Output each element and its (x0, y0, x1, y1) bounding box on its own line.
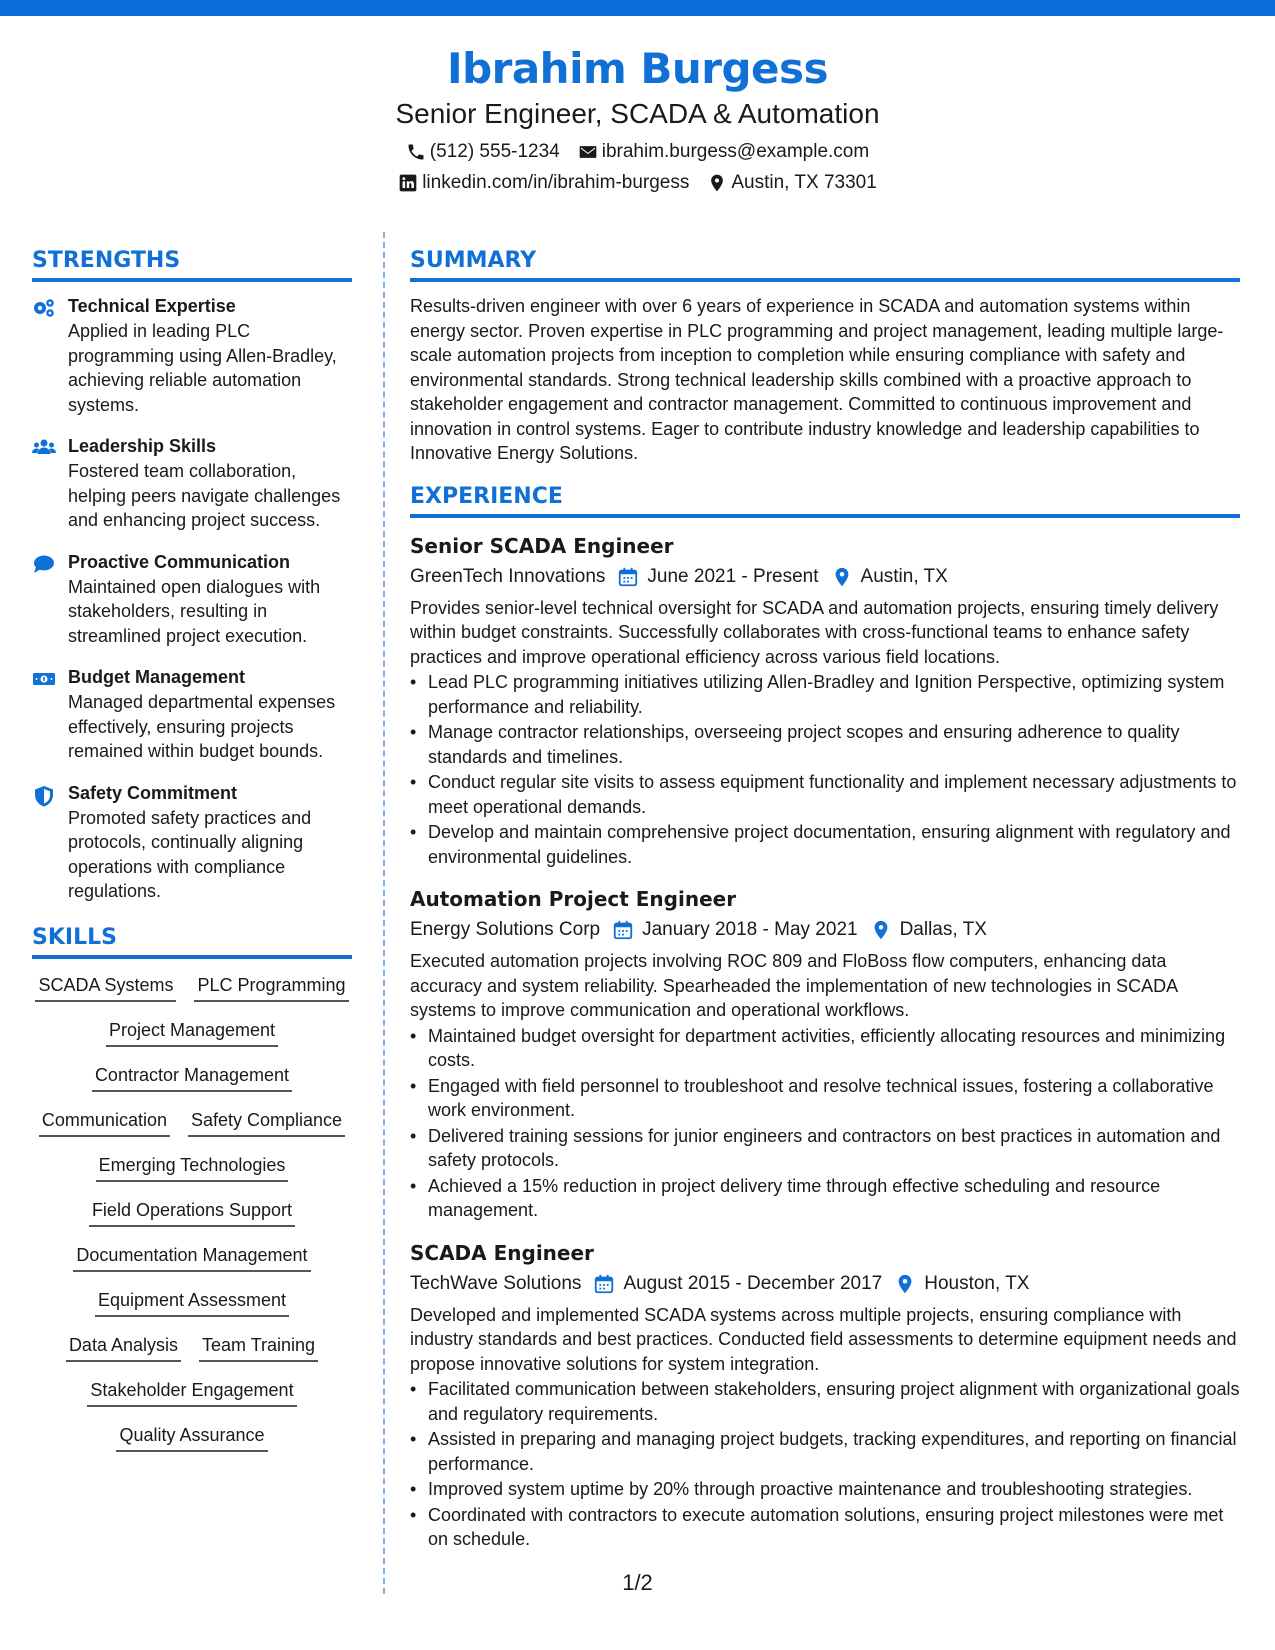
map-pin-icon (870, 919, 892, 941)
strength-name: Leadership Skills (68, 436, 217, 456)
skill-tag: Emerging Technologies (96, 1153, 289, 1182)
summary-text: Results-driven engineer with over 6 years of experience in SCADA and automation systems within energy sector. Proven expertise in PLC programming and project management, leading multiple large-scale automation projects from inception to completion while ensuring compliance with safety and environmental standards. Strong technical leadership skills combined with a proactive approach to stakeholder engagement and contractor management. Committed to continuous improvement and innovation in control systems. Eager to contribute industry knowledge and leadership capabilities to Innovative Energy Solutions. (410, 296, 1224, 463)
job-dates: June 2021 - Present (647, 565, 819, 587)
strength-item (32, 665, 352, 764)
location-text: Austin, TX 73301 (731, 172, 877, 193)
bullet-item: • Lead PLC programming initiatives utilizing Allen-Bradley and Ignition Perspective, optimizing system performance and reliability. (410, 670, 1240, 719)
job-location: Austin, TX (860, 565, 948, 587)
email-contact[interactable] (578, 136, 869, 167)
linkedin-contact[interactable] (398, 167, 689, 198)
job-description: Developed and implemented SCADA systems across multiple projects, ensuring compliance with industry standards and best practices. Conducted field assessments to determine equipment needs and propose innovative solutions for system integration. (410, 1304, 1237, 1374)
money-bill-icon (32, 669, 56, 689)
map-pin-icon (831, 566, 853, 588)
strength-desc: Fostered team collaboration, helping peers navigate challenges and enhancing project success. (68, 461, 341, 530)
skill-tag: PLC Programming (194, 973, 348, 1002)
strength-name: Technical Expertise (68, 296, 236, 316)
candidate-title: Senior Engineer, SCADA & Automation (395, 98, 880, 129)
experience-heading: EXPERIENCE (410, 480, 1240, 518)
skill-tag: Field Operations Support (89, 1198, 295, 1227)
strength-item (32, 294, 352, 417)
job-meta (410, 1269, 1240, 1299)
bullet-item: • Manage contractor relationships, overseeing project scopes and ensuring adherence to quality standards and timelines. (410, 720, 1240, 769)
job-location: Dallas, TX (899, 919, 987, 940)
bullet-item: • Achieved a 15% reduction in project delivery time through effective scheduling and resource management. (410, 1174, 1240, 1223)
bullet-item: • Conduct regular site visits to assess equipment functionality and implement necessary adjustments to meet operational demands. (410, 770, 1240, 819)
strength-item (32, 434, 352, 533)
left-column (32, 244, 352, 1452)
bullet-item: • Delivered training sessions for junior engineers and contractors on best practices in automation and safety protocols. (410, 1124, 1240, 1173)
strength-desc: Applied in leading PLC programming using Allen-Bradley, achieving reliable automation systems. (68, 321, 337, 415)
calendar-icon (617, 566, 639, 588)
job-title: Senior SCADA Engineer (410, 533, 674, 558)
linkedin-icon (398, 173, 418, 193)
chat-bubble-icon (32, 554, 56, 574)
job-entry (410, 530, 1240, 870)
bullet-item: • Improved system uptime by 20% through proactive maintenance and troubleshooting strategies. (410, 1477, 1240, 1502)
email-text: ibrahim.burgess@example.com (601, 141, 870, 162)
skill-tag: Documentation Management (73, 1243, 310, 1272)
phone-icon (406, 142, 426, 162)
job-title: Automation Project Engineer (410, 887, 737, 911)
calendar-icon (593, 1273, 615, 1295)
skill-tag: Team Training (199, 1333, 318, 1362)
map-pin-icon (707, 173, 727, 193)
strength-desc: Maintained open dialogues with stakeholders, resulting in streamlined project execution. (68, 576, 321, 646)
right-column (410, 244, 1240, 1566)
contact-row-1 (0, 136, 1275, 167)
job-bullets (410, 670, 1240, 869)
strength-desc: Managed departmental expenses effectively, ensuring projects remained within budget bounds. (68, 692, 336, 761)
job-entry (410, 1237, 1240, 1552)
skills-list (32, 971, 352, 1452)
top-accent-bar (0, 0, 1275, 16)
strength-name: Safety Commitment (68, 782, 238, 803)
strength-desc: Promoted safety practices and protocols, continually aligning operations with compliance regulations. (68, 807, 312, 901)
company-name: TechWave Solutions (410, 1272, 582, 1294)
skill-tag: Equipment Assessment (95, 1288, 289, 1317)
bullet-item: • Develop and maintain comprehensive project documentation, ensuring alignment with regulatory and environmental guidelines. (410, 820, 1240, 869)
summary-heading: SUMMARY (410, 244, 1240, 282)
bullet-item: • Assisted in preparing and managing project budgets, tracking expenditures, and reporting on financial performance. (410, 1427, 1240, 1476)
job-title: SCADA Engineer (410, 1240, 594, 1265)
skill-tag: Safety Compliance (188, 1108, 345, 1137)
strength-name: Proactive Communication (68, 551, 291, 572)
job-dates: August 2015 - December 2017 (623, 1272, 883, 1294)
map-pin-icon (894, 1273, 916, 1295)
skill-tag: Stakeholder Engagement (87, 1378, 296, 1407)
job-location: Houston, TX (924, 1272, 1030, 1294)
bullet-item: • Maintained budget oversight for department activities, efficiently allocating resources and minimizing costs. (410, 1024, 1240, 1073)
skill-tag: SCADA Systems (35, 973, 176, 1002)
job-dates: January 2018 - May 2021 (642, 919, 858, 940)
job-description: Executed automation projects involving ROC 809 and FloBoss flow computers, enhancing data accuracy and system reliability. Spearheaded the implementation of new technologies in SCADA systems to improve communication and operational workflows. (410, 951, 1178, 1020)
company-name: Energy Solutions Corp (410, 919, 601, 940)
job-meta (410, 915, 1240, 945)
job-meta (410, 562, 1240, 592)
contact-row-2 (0, 167, 1275, 198)
candidate-name: Ibrahim Burgess (446, 44, 829, 93)
users-icon (32, 438, 56, 458)
gears-icon (32, 298, 56, 318)
strength-name: Budget Management (68, 667, 246, 687)
phone-text: (512) 555-1234 (429, 141, 560, 162)
skill-tag: Data Analysis (66, 1333, 181, 1362)
resume-header (0, 38, 1275, 198)
strength-item (32, 781, 352, 904)
skill-tag: Project Management (106, 1018, 278, 1047)
page-number: 1/2 (622, 1570, 653, 1595)
strengths-heading: STRENGTHS (32, 244, 352, 282)
bullet-item: • Facilitated communication between stakeholders, ensuring project alignment with organizational goals and regulatory requirements. (410, 1377, 1240, 1426)
bullet-item: • Engaged with field personnel to troubleshoot and resolve technical issues, fostering a collaborative work environment. (410, 1074, 1240, 1123)
job-bullets (410, 1024, 1240, 1223)
column-divider (383, 232, 385, 1594)
phone-contact[interactable] (406, 136, 560, 167)
shield-icon (32, 785, 56, 807)
skill-tag: Communication (39, 1108, 170, 1137)
bullet-item: • Coordinated with contractors to execute automation solutions, ensuring project milestones were met on schedule. (410, 1503, 1240, 1552)
job-description: Provides senior-level technical oversight for SCADA and automation projects, ensuring timely delivery within budget constraints. Successfully collaborates with cross-functional teams to enhance safety practices and improve operational efficiency across various field locations. (410, 597, 1219, 667)
skill-tag: Contractor Management (92, 1063, 292, 1092)
skill-tag: Quality Assurance (116, 1423, 267, 1452)
company-name: GreenTech Innovations (410, 565, 606, 587)
skills-heading: SKILLS (32, 921, 352, 959)
location-contact (707, 167, 876, 198)
calendar-icon (612, 919, 634, 941)
linkedin-text: linkedin.com/in/ibrahim-burgess (422, 172, 690, 193)
envelope-icon (578, 142, 598, 162)
job-bullets (410, 1377, 1240, 1552)
strength-item (32, 550, 352, 649)
job-entry (410, 883, 1240, 1223)
